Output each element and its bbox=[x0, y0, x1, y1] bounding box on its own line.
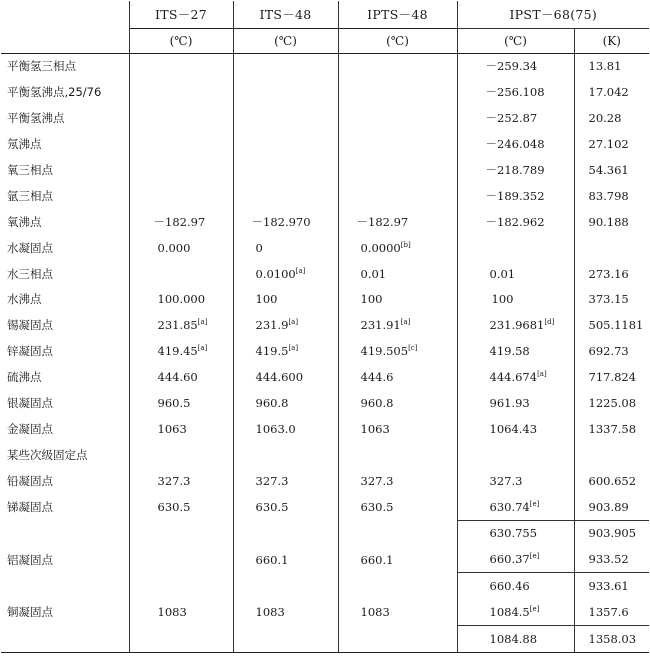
fixed-point-name: 平衡氢沸点,25/76 bbox=[1, 79, 129, 105]
table-body bbox=[1, 53, 649, 652]
cell-ipts68-k bbox=[574, 131, 649, 157]
empty-cell bbox=[129, 442, 233, 468]
cell-its27 bbox=[129, 312, 233, 338]
fixed-point-name: 水凝固点 bbox=[1, 235, 129, 261]
cell-its27 bbox=[129, 416, 233, 442]
footnote-marker: [e] bbox=[529, 552, 540, 561]
cell-ipts48 bbox=[338, 105, 457, 131]
cell-ipts48 bbox=[338, 209, 457, 235]
table-row bbox=[1, 209, 649, 235]
cell-ipts68-k-value: 273.16 bbox=[588, 266, 629, 281]
cell-its48-value: 1063.0 bbox=[255, 421, 296, 436]
cell-ipts48 bbox=[338, 183, 457, 209]
table-row bbox=[1, 79, 649, 105]
cell-ipts68-c bbox=[457, 312, 574, 338]
footnote-marker: [a] bbox=[288, 318, 299, 327]
cell-ipts68-c-value: －256.108 bbox=[485, 85, 545, 100]
cell-ipts68-c bbox=[457, 468, 574, 494]
cell-ipts68-k-value: 933.61 bbox=[588, 579, 629, 594]
cell-ipts48 bbox=[338, 416, 457, 442]
cell-its48 bbox=[233, 573, 338, 599]
table-row bbox=[1, 599, 649, 625]
cell-ipts68-k bbox=[574, 287, 649, 313]
header-unit-ipts68-c: (℃) bbox=[457, 28, 574, 53]
header-fixed-point bbox=[1, 1, 129, 53]
cell-ipts48 bbox=[338, 364, 457, 390]
cell-ipts68-c bbox=[457, 235, 574, 261]
cell-ipts48 bbox=[338, 390, 457, 416]
cell-ipts68-k bbox=[574, 364, 649, 390]
cell-ipts68-c bbox=[457, 53, 574, 79]
cell-its27 bbox=[129, 599, 233, 625]
cell-its27 bbox=[129, 235, 233, 261]
footnote-marker: [a] bbox=[197, 344, 208, 353]
cell-ipts68-c-value: 630.755 bbox=[489, 526, 538, 541]
cell-its48 bbox=[233, 287, 338, 313]
cell-its27 bbox=[129, 287, 233, 313]
cell-ipts48 bbox=[338, 626, 457, 653]
cell-its48 bbox=[233, 235, 338, 261]
table-row bbox=[1, 494, 649, 520]
cell-its27-value: 231.85 bbox=[157, 318, 198, 333]
footnote-marker: [a] bbox=[400, 318, 411, 327]
table-row bbox=[1, 105, 649, 131]
fixed-point-name: 硫沸点 bbox=[1, 364, 129, 390]
cell-its48 bbox=[233, 261, 338, 287]
cell-ipts68-c bbox=[457, 105, 574, 131]
cell-its48 bbox=[233, 546, 338, 572]
cell-its48-value: 419.5 bbox=[255, 344, 289, 359]
table-row bbox=[1, 53, 649, 79]
cell-ipts48 bbox=[338, 53, 457, 79]
cell-its27 bbox=[129, 494, 233, 520]
fixed-point-name: 锡凝固点 bbox=[1, 312, 129, 338]
cell-ipts68-c bbox=[457, 183, 574, 209]
cell-ipts68-c bbox=[457, 364, 574, 390]
cell-ipts68-c-value: 327.3 bbox=[489, 473, 523, 488]
cell-ipts48-value: －182.97 bbox=[356, 214, 409, 229]
cell-its48 bbox=[233, 131, 338, 157]
cell-its48 bbox=[233, 312, 338, 338]
fixed-point-name: 氧三相点 bbox=[1, 157, 129, 183]
cell-its48-value: －182.970 bbox=[251, 214, 311, 229]
cell-ipts68-c-value: 630.74 bbox=[489, 499, 530, 514]
cell-ipts48 bbox=[338, 468, 457, 494]
table-row bbox=[1, 131, 649, 157]
footnote-marker: [d] bbox=[544, 318, 555, 327]
header-its27: ITS－27 bbox=[129, 1, 233, 28]
fixed-point-name: 铝凝固点 bbox=[1, 546, 129, 572]
cell-ipts48 bbox=[338, 546, 457, 572]
cell-its48 bbox=[233, 599, 338, 625]
cell-its27 bbox=[129, 183, 233, 209]
fixed-point-name bbox=[1, 520, 129, 546]
cell-ipts68-c-value: 0.01 bbox=[489, 266, 516, 281]
cell-ipts48-value: 0.01 bbox=[360, 266, 387, 281]
cell-ipts68-c bbox=[457, 520, 574, 546]
cell-ipts68-k bbox=[574, 494, 649, 520]
footnote-marker: [c] bbox=[408, 344, 418, 353]
cell-ipts68-c bbox=[457, 79, 574, 105]
cell-ipts48 bbox=[338, 599, 457, 625]
cell-ipts68-c bbox=[457, 626, 574, 653]
cell-ipts68-k bbox=[574, 53, 649, 79]
cell-its48-value: 231.9 bbox=[255, 318, 289, 333]
cell-ipts48-value: 327.3 bbox=[360, 473, 394, 488]
header-unit-its48: (℃) bbox=[233, 28, 338, 53]
cell-ipts68-k-value: 83.798 bbox=[588, 188, 629, 203]
cell-ipts68-k-value: 90.188 bbox=[588, 214, 629, 229]
fixed-point-name bbox=[1, 573, 129, 599]
cell-ipts48-value: 0.0000 bbox=[360, 240, 401, 255]
table-row bbox=[1, 312, 649, 338]
cell-ipts68-k bbox=[574, 338, 649, 364]
footnote-marker: [a] bbox=[288, 344, 299, 353]
cell-its27 bbox=[129, 546, 233, 572]
cell-its48 bbox=[233, 364, 338, 390]
cell-ipts68-c-value: 961.93 bbox=[489, 396, 530, 411]
cell-ipts68-k-value: 933.52 bbox=[588, 552, 629, 567]
cell-ipts48 bbox=[338, 235, 457, 261]
cell-ipts68-c-value: 444.674 bbox=[489, 370, 538, 385]
cell-ipts68-k-value: 1337.58 bbox=[588, 421, 637, 436]
cell-its27-value: 1063 bbox=[157, 421, 187, 436]
cell-its48-value: 0.0100 bbox=[255, 266, 296, 281]
fixed-point-name: 锌凝固点 bbox=[1, 338, 129, 364]
cell-ipts68-k-value: 54.361 bbox=[588, 163, 629, 177]
cell-ipts68-c-value: －246.048 bbox=[485, 137, 545, 152]
cell-ipts68-c-value: 100 bbox=[491, 292, 514, 307]
cell-its48 bbox=[233, 520, 338, 546]
empty-cell bbox=[233, 442, 338, 468]
cell-ipts48-value: 100 bbox=[360, 292, 383, 307]
cell-ipts48 bbox=[338, 573, 457, 599]
table-row bbox=[1, 338, 649, 364]
cell-ipts68-k bbox=[574, 312, 649, 338]
cell-ipts68-k-value: 1357.6 bbox=[588, 605, 629, 620]
cell-ipts48 bbox=[338, 131, 457, 157]
cell-its48 bbox=[233, 494, 338, 520]
header-unit-its27: (℃) bbox=[129, 28, 233, 53]
header-unit-ipts48: (℃) bbox=[338, 28, 457, 53]
fixed-point-name: 金凝固点 bbox=[1, 416, 129, 442]
cell-ipts68-k-value: 27.102 bbox=[588, 137, 629, 152]
cell-its27-value: 327.3 bbox=[157, 473, 191, 488]
cell-its48 bbox=[233, 79, 338, 105]
table-row bbox=[1, 416, 649, 442]
header-ipts68: IPST－68(75) bbox=[457, 1, 649, 28]
fixed-point-name: 氩三相点 bbox=[1, 183, 129, 209]
cell-its48-value: 660.1 bbox=[255, 552, 289, 567]
footnote-marker: [b] bbox=[400, 240, 411, 249]
cell-ipts68-k bbox=[574, 261, 649, 287]
cell-ipts68-k bbox=[574, 105, 649, 131]
cell-ipts68-k bbox=[574, 626, 649, 653]
cell-ipts68-c-value: 660.46 bbox=[489, 579, 530, 594]
cell-its48 bbox=[233, 157, 338, 183]
cell-ipts68-k bbox=[574, 468, 649, 494]
cell-ipts68-k-value: 17.042 bbox=[588, 85, 629, 100]
cell-its48 bbox=[233, 626, 338, 653]
cell-its27-value: －182.97 bbox=[153, 214, 206, 229]
cell-its27 bbox=[129, 520, 233, 546]
cell-ipts68-c-value: 231.9681 bbox=[489, 318, 545, 333]
cell-its48 bbox=[233, 390, 338, 416]
cell-its48-value: 100 bbox=[255, 292, 278, 307]
cell-ipts68-k bbox=[574, 599, 649, 625]
cell-ipts48-value: 1063 bbox=[360, 421, 390, 436]
cell-its48-value: 0 bbox=[255, 240, 263, 255]
empty-cell bbox=[457, 442, 574, 468]
cell-ipts68-k-value: 505.1181 bbox=[588, 318, 644, 333]
table-row bbox=[1, 468, 649, 494]
cell-ipts68-c bbox=[457, 546, 574, 572]
footnote-marker: [e] bbox=[529, 605, 540, 614]
cell-ipts68-c-value: 1064.43 bbox=[489, 421, 538, 436]
cell-ipts68-k bbox=[574, 209, 649, 235]
header-ipts48: IPTS－48 bbox=[338, 1, 457, 28]
cell-ipts68-c bbox=[457, 599, 574, 625]
cell-its27 bbox=[129, 79, 233, 105]
fixed-point-name: 铅凝固点 bbox=[1, 468, 129, 494]
cell-its27-value: 960.5 bbox=[157, 396, 191, 411]
cell-ipts68-c-value: 419.58 bbox=[489, 344, 530, 359]
header-its48: ITS－48 bbox=[233, 1, 338, 28]
cell-its27 bbox=[129, 364, 233, 390]
cell-ipts68-k bbox=[574, 416, 649, 442]
cell-its27-value: 1083 bbox=[157, 605, 187, 620]
cell-ipts68-c bbox=[457, 261, 574, 287]
cell-ipts48-value: 660.1 bbox=[360, 552, 394, 567]
cell-its27 bbox=[129, 131, 233, 157]
fixed-point-name bbox=[1, 626, 129, 653]
fixed-point-name: 平衡氢沸点 bbox=[1, 105, 129, 131]
cell-ipts68-c bbox=[457, 494, 574, 520]
secondary-section-title: 某些次级固定点 bbox=[1, 442, 129, 468]
cell-ipts48 bbox=[338, 338, 457, 364]
cell-its48 bbox=[233, 338, 338, 364]
fixed-point-name: 水三相点 bbox=[1, 261, 129, 287]
fixed-point-name: 银凝固点 bbox=[1, 390, 129, 416]
cell-its27-value: 100.000 bbox=[157, 292, 206, 307]
cell-its27-value: 0.000 bbox=[157, 240, 191, 255]
cell-its48 bbox=[233, 468, 338, 494]
cell-ipts68-k bbox=[574, 573, 649, 599]
cell-its48 bbox=[233, 183, 338, 209]
cell-its27-value: 444.60 bbox=[157, 370, 198, 385]
table-row bbox=[1, 183, 649, 209]
cell-ipts68-k bbox=[574, 157, 649, 183]
cell-its48-value: 960.8 bbox=[255, 396, 289, 411]
cell-ipts68-c-value: －259.34 bbox=[485, 59, 538, 74]
cell-ipts68-c-value: －218.789 bbox=[485, 163, 545, 177]
table-row bbox=[1, 390, 649, 416]
footnote-marker: [a] bbox=[295, 266, 306, 275]
footnote-marker: [e] bbox=[529, 499, 540, 508]
cell-ipts68-k-value: 692.73 bbox=[588, 344, 629, 359]
cell-ipts48-value: 231.91 bbox=[360, 318, 401, 333]
cell-its27 bbox=[129, 626, 233, 653]
cell-ipts48 bbox=[338, 79, 457, 105]
cell-ipts68-k-value: 13.81 bbox=[588, 59, 622, 74]
cell-ipts48-value: 444.6 bbox=[360, 370, 394, 385]
cell-ipts48-value: 1083 bbox=[360, 605, 390, 620]
cell-ipts68-c bbox=[457, 287, 574, 313]
cell-ipts68-k-value: 903.89 bbox=[588, 499, 629, 514]
cell-ipts48-value: 419.505 bbox=[360, 344, 409, 359]
table-row bbox=[1, 546, 649, 572]
cell-its27 bbox=[129, 338, 233, 364]
cell-ipts68-k-value: 600.652 bbox=[588, 473, 637, 488]
fixed-point-name: 水沸点 bbox=[1, 287, 129, 313]
footnote-marker: [a] bbox=[197, 318, 208, 327]
cell-ipts68-k bbox=[574, 390, 649, 416]
empty-cell bbox=[574, 442, 649, 468]
cell-its27 bbox=[129, 105, 233, 131]
table-row bbox=[1, 287, 649, 313]
cell-ipts48 bbox=[338, 520, 457, 546]
cell-ipts48 bbox=[338, 494, 457, 520]
cell-its27 bbox=[129, 209, 233, 235]
cell-ipts68-k-value: 1358.03 bbox=[588, 632, 637, 647]
cell-ipts68-k-value: 903.905 bbox=[588, 526, 637, 541]
fixed-point-name: 氖沸点 bbox=[1, 131, 129, 157]
cell-ipts68-k-value: 717.824 bbox=[588, 370, 637, 385]
header-unit-ipts68-k: (K) bbox=[574, 28, 649, 53]
cell-its48-value: 444.600 bbox=[255, 370, 304, 385]
cell-ipts48 bbox=[338, 261, 457, 287]
table-row bbox=[1, 573, 649, 599]
cell-ipts68-c bbox=[457, 209, 574, 235]
cell-ipts48 bbox=[338, 157, 457, 183]
temperature-scale-table bbox=[1, 1, 649, 653]
fixed-point-name: 锑凝固点 bbox=[1, 494, 129, 520]
cell-ipts48 bbox=[338, 312, 457, 338]
table-row bbox=[1, 626, 649, 653]
cell-ipts68-c bbox=[457, 416, 574, 442]
cell-its48 bbox=[233, 209, 338, 235]
cell-ipts68-k-value: 373.15 bbox=[588, 292, 629, 307]
cell-its48-value: 1083 bbox=[255, 605, 285, 620]
cell-ipts68-c-value: 1084.5 bbox=[489, 605, 530, 620]
table-row bbox=[1, 261, 649, 287]
cell-its27 bbox=[129, 157, 233, 183]
cell-ipts68-c-value: －252.87 bbox=[485, 111, 538, 126]
cell-its48 bbox=[233, 105, 338, 131]
cell-ipts68-c-value: －189.352 bbox=[485, 188, 545, 203]
cell-ipts68-k-value: 20.28 bbox=[588, 111, 622, 126]
cell-ipts68-c bbox=[457, 131, 574, 157]
cell-ipts68-c-value: 1084.88 bbox=[489, 632, 538, 647]
cell-ipts68-c bbox=[457, 573, 574, 599]
cell-its48-value: 327.3 bbox=[255, 473, 289, 488]
cell-ipts68-k bbox=[574, 546, 649, 572]
cell-ipts68-c-value: 660.37 bbox=[489, 552, 530, 567]
cell-its48 bbox=[233, 53, 338, 79]
section-title-row bbox=[1, 442, 649, 468]
cell-its27-value: 630.5 bbox=[157, 499, 191, 514]
table-row bbox=[1, 157, 649, 183]
cell-ipts68-c bbox=[457, 338, 574, 364]
fixed-point-name: 氧沸点 bbox=[1, 209, 129, 235]
table-row bbox=[1, 235, 649, 261]
cell-ipts68-c bbox=[457, 390, 574, 416]
cell-its27 bbox=[129, 573, 233, 599]
cell-ipts48-value: 630.5 bbox=[360, 499, 394, 514]
empty-cell bbox=[338, 442, 457, 468]
cell-its48-value: 630.5 bbox=[255, 499, 289, 514]
cell-its27 bbox=[129, 261, 233, 287]
footnote-marker: [a] bbox=[537, 370, 547, 379]
cell-ipts68-k-value: 1225.08 bbox=[588, 396, 637, 411]
cell-ipts48 bbox=[338, 287, 457, 313]
cell-ipts48-value: 960.8 bbox=[360, 396, 394, 411]
fixed-point-name: 平衡氢三相点 bbox=[1, 53, 129, 79]
cell-its27 bbox=[129, 390, 233, 416]
cell-ipts68-c-value: －182.962 bbox=[485, 214, 545, 229]
fixed-point-name: 铜凝固点 bbox=[1, 599, 129, 625]
cell-ipts68-c bbox=[457, 157, 574, 183]
cell-its27 bbox=[129, 53, 233, 79]
table-row bbox=[1, 520, 649, 546]
cell-ipts68-k bbox=[574, 520, 649, 546]
table-row bbox=[1, 364, 649, 390]
cell-ipts68-k bbox=[574, 235, 649, 261]
cell-its48 bbox=[233, 416, 338, 442]
cell-ipts68-k bbox=[574, 79, 649, 105]
cell-its27-value: 419.45 bbox=[157, 344, 198, 359]
cell-ipts68-k bbox=[574, 183, 649, 209]
cell-its27 bbox=[129, 468, 233, 494]
